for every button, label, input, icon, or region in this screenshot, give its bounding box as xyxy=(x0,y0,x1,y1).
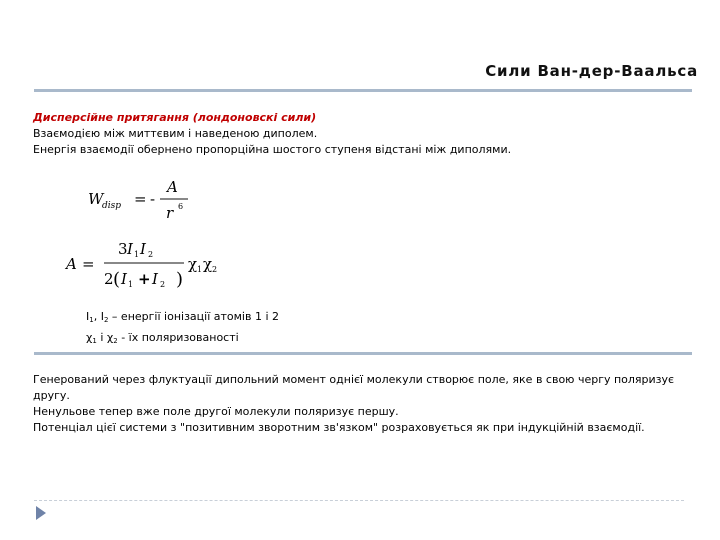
formula-symbol: W xyxy=(88,190,104,208)
explanation-paragraph-2: Ненульове тепер вже поле другої молекули поляризує першу. xyxy=(33,405,399,418)
dispersion-section xyxy=(33,110,683,158)
formula-subscript: 2 xyxy=(160,280,166,289)
top-divider xyxy=(34,89,692,92)
formula-operator: = xyxy=(82,255,95,273)
formula-denominator: r xyxy=(166,204,174,222)
formula-subscript: disp xyxy=(102,201,122,211)
formula-exponent: 6 xyxy=(178,202,184,211)
formula-denominator: ( xyxy=(113,269,121,290)
formula-symbol: χ xyxy=(188,255,198,273)
legend-ionization: $I_1$, $I_2$ – енергії іонізації атомів 1 і 2 xyxy=(86,310,280,324)
formula-numerator: 3 xyxy=(118,240,128,258)
formula-subscript: 2 xyxy=(148,250,154,259)
energy-formula xyxy=(86,172,206,224)
play-triangle-icon xyxy=(36,506,46,520)
formula-subscript: 2 xyxy=(212,265,218,274)
formula-operator: = xyxy=(134,190,147,208)
formula-operator: - xyxy=(150,190,156,208)
formula-denominator: ) xyxy=(176,269,184,290)
explanation-paragraph-1: Генерований через флуктуації дипольний момент однієї молекули створює поле, яке в свою чергу поляризує другу. xyxy=(33,373,675,402)
constant-formula-graphic xyxy=(64,232,234,294)
slide-title: Сили Ван-дер-Ваальса xyxy=(485,62,698,80)
formula-symbol: A xyxy=(66,255,77,273)
formula-symbol: χ xyxy=(203,255,213,273)
formula-denominator: 2 xyxy=(104,270,114,288)
section-heading: Дисперсійне притягання (лондоновскі сили) xyxy=(33,111,317,124)
formula-denominator: I xyxy=(121,270,127,288)
symbol-legend xyxy=(86,308,279,350)
formula-numerator: A xyxy=(167,178,178,196)
bottom-divider xyxy=(34,500,684,501)
middle-divider xyxy=(34,352,692,355)
formula-denominator: + xyxy=(138,270,151,288)
formula-numerator: I xyxy=(140,240,146,258)
formula-subscript: 1 xyxy=(134,250,140,259)
constant-formula xyxy=(64,232,234,294)
explanation-paragraph-3: Потенціал цієї системи з "позитивним зворотним зв'язком" розраховується як при індукційній взаємодії. xyxy=(33,421,645,434)
formula-subscript: 1 xyxy=(128,280,134,289)
description-line-2: Енергія взаємодії обернено пропорційна шостого ступеня відстані між диполями. xyxy=(33,143,512,156)
energy-formula-graphic xyxy=(86,172,206,224)
description-line-1: Взаємодією між миттєвим і наведеною диполем. xyxy=(33,127,318,140)
formula-subscript: 1 xyxy=(197,265,203,274)
legend-polarizability: $\chi_1$ і $\chi_2$ - їх поляризованості xyxy=(86,331,239,345)
formula-numerator: I xyxy=(127,240,133,258)
explanation-section xyxy=(33,372,683,436)
formula-denominator: I xyxy=(152,270,158,288)
